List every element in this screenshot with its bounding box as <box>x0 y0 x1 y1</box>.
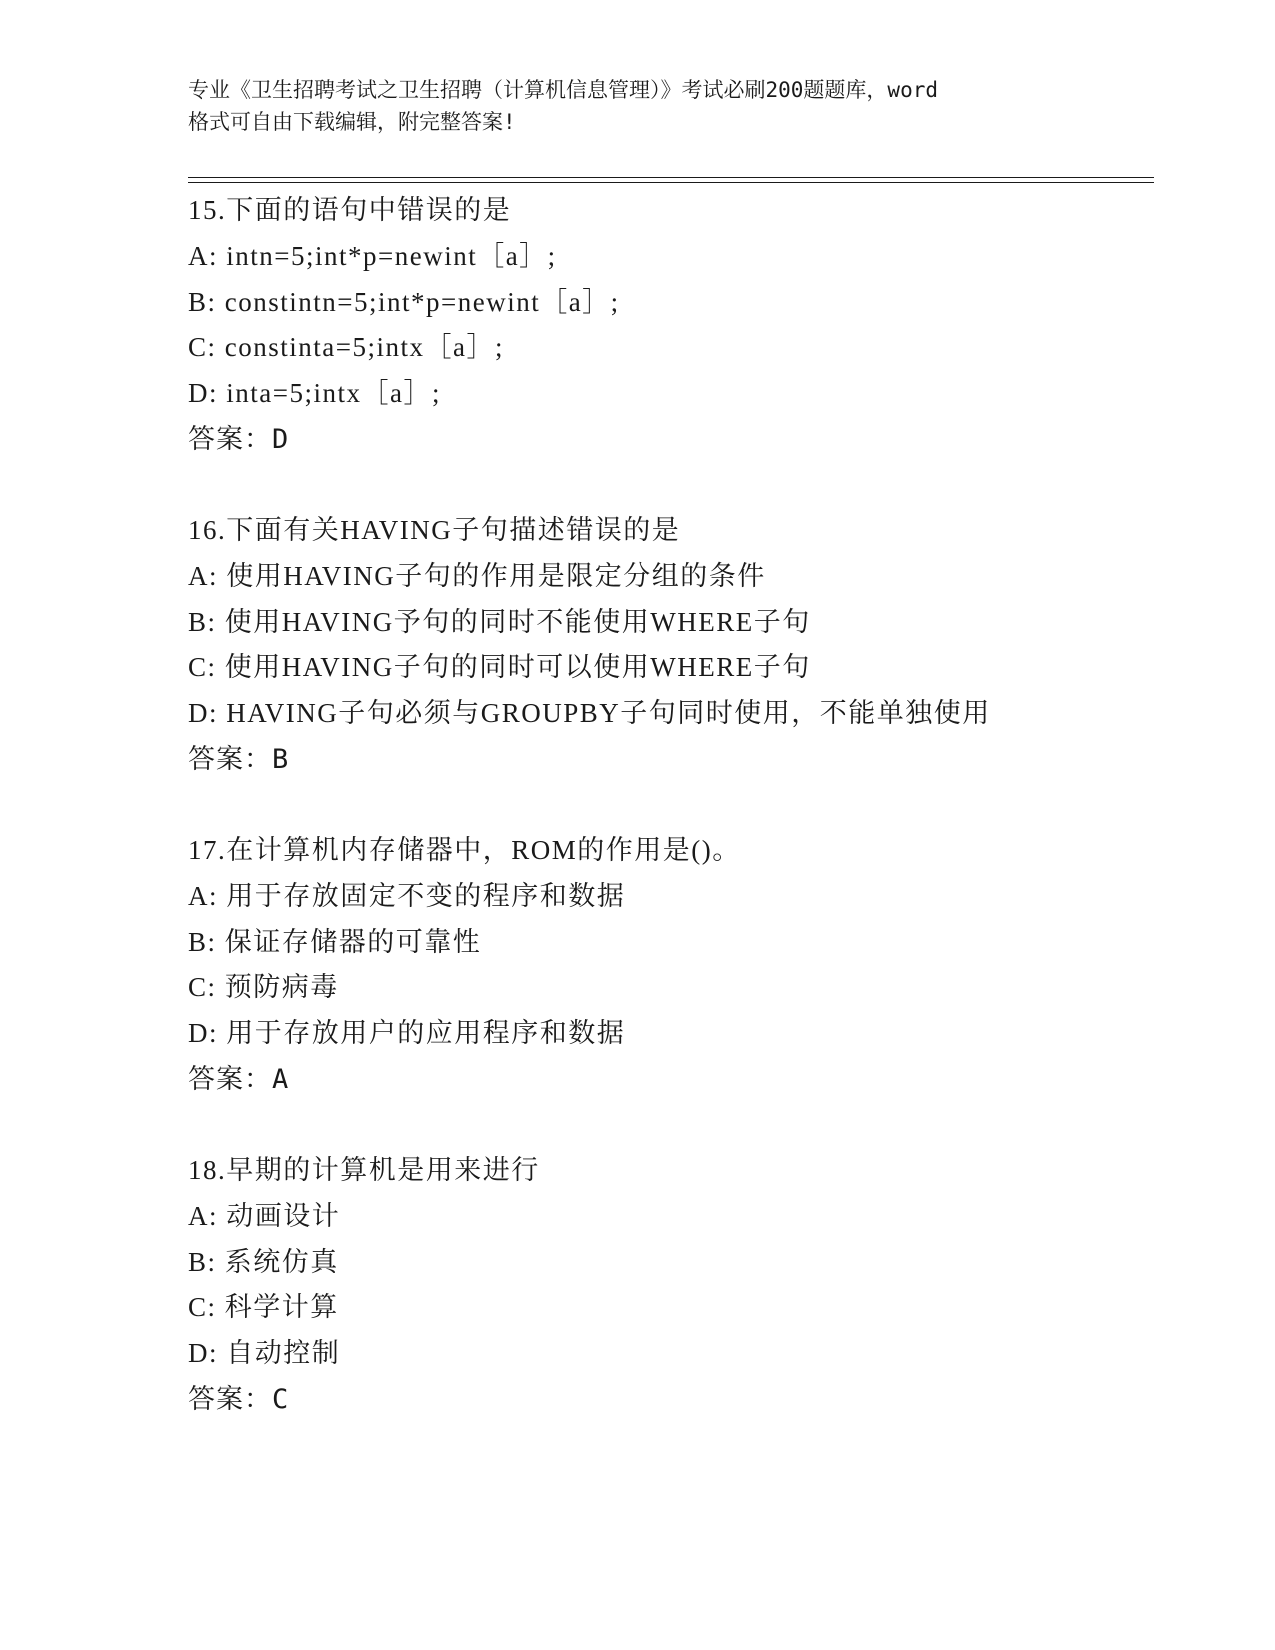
answer-label: 答案：A <box>188 1063 290 1095</box>
option-b: B: 使用HAVING予句的同时不能使用WHERE子句 <box>188 606 811 637</box>
header-line-1: 专业《卫生招聘考试之卫生招聘（计算机信息管理）》考试必刷200题题库，word <box>188 78 938 102</box>
option-a: A: 用于存放固定不变的程序和数据 <box>188 880 626 911</box>
option-d: D: inta=5;intx［a］; <box>188 378 441 409</box>
option-d: D: HAVING子句必须与GROUPBY子句同时使用，不能单独使用 <box>188 698 991 729</box>
option-a: A: intn=5;int*p=newint［a］; <box>188 240 557 271</box>
option-b: B: 系统仿真 <box>188 1246 339 1277</box>
header-line-2: 格式可自由下载编辑，附完整答案! <box>188 110 516 134</box>
answer-label: 答案：B <box>188 743 290 775</box>
option-a: A: 使用HAVING子句的作用是限定分组的条件 <box>188 560 766 591</box>
option-c: C: 使用HAVING子句的同时可以使用WHERE子句 <box>188 652 811 683</box>
option-c: C: 预防病毒 <box>188 972 339 1003</box>
answer-label: 答案：D <box>188 423 290 455</box>
option-a: A: 动画设计 <box>188 1200 341 1231</box>
question-18 <box>188 1148 1148 1422</box>
question-stem: 17.在计算机内存储器中，ROM的作用是()。 <box>188 834 741 865</box>
answer-label: 答案：C <box>188 1383 290 1415</box>
option-b: B: 保证存储器的可靠性 <box>188 926 482 957</box>
header-divider-top <box>188 177 1154 178</box>
question-stem: 15.下面的语句中错误的是 <box>188 195 512 225</box>
document-header <box>188 74 1118 138</box>
header-divider-bottom <box>188 182 1154 183</box>
option-c: C: 科学计算 <box>188 1292 339 1323</box>
question-stem: 16.下面有关HAVING子句描述错误的是 <box>188 514 681 545</box>
option-d: D: 自动控制 <box>188 1338 341 1369</box>
option-b: B: constintn=5;int*p=newint［a］; <box>188 286 620 317</box>
question-17 <box>188 828 1148 1102</box>
question-16 <box>188 508 1148 782</box>
option-c: C: constinta=5;intx［a］; <box>188 332 504 363</box>
question-15 <box>188 188 1148 462</box>
question-list <box>188 188 1148 1468</box>
option-d: D: 用于存放用户的应用程序和数据 <box>188 1018 626 1049</box>
question-stem: 18.早期的计算机是用来进行 <box>188 1154 540 1185</box>
